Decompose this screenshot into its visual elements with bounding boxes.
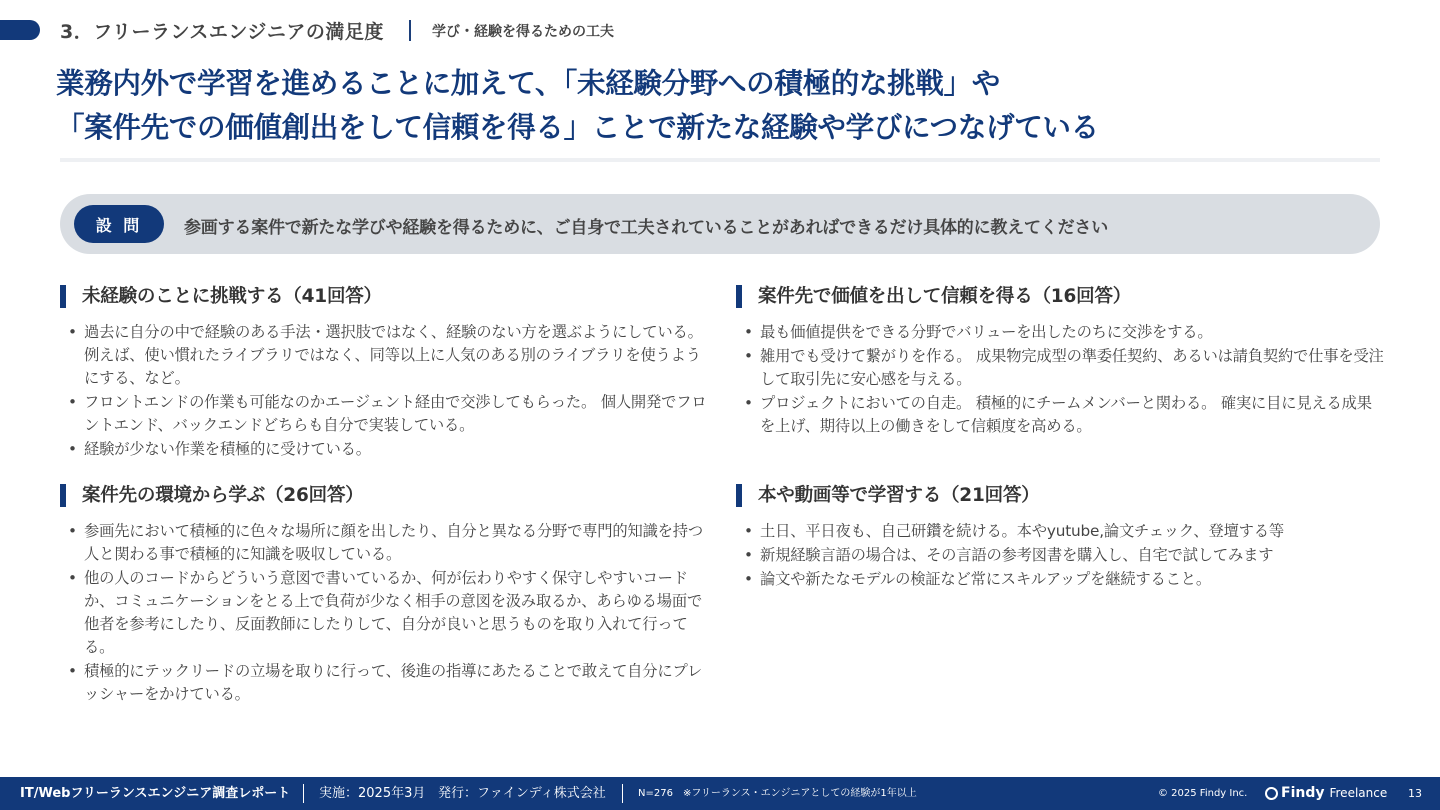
headline-line-2: 「案件先での価値創出をして信頼を得る」ことで新たな経験や学びにつなげている [56,111,1099,144]
list-item [64,438,708,461]
bullet-icon: • [744,570,753,588]
heading-accent-bar [60,285,66,308]
list-item-text: 新規経験言語の場合は、その言語の参考図書を購入し、自宅で試してみます [760,546,1274,564]
list-item-text: 過去に自分の中で経験のある手法・選択肢ではなく、経験のない方を選ぶようにしている。 例えば、使い慣れたライブラリではなく、同等以上に人気のある別のライブラリを使うようにする、など。 [84,323,703,387]
block-title: 案件先の環境から学ぶ（26回答） [82,485,364,506]
section-subtitle: 学び・経験を得るための工夫 [432,24,614,40]
list-item [740,392,1384,438]
answer-block-study [736,484,1384,592]
bullet-icon: • [744,546,753,564]
list-item-text: 他の人のコードからどういう意図で書いているか、何が伝わりやすく保守しやすいコードか、コミュニケーションをとる上で負荷が少なく相手の意図を汲み取るか、あらゆる場面で他者を参考にしたり、反面教師にしたりして、自分が良いと思うものを取り入れて行ってる。 [84,569,703,656]
answer-list [736,520,1384,591]
logo-subtext: Freelance [1329,786,1388,800]
answer-block-untried [60,285,708,462]
bullet-icon: • [68,522,77,540]
list-item [64,520,708,566]
question-text: 参画する案件で新たな学びや経験を得るために、ご自身で工夫されていることがあればできるだけ具体的に教えてください [184,218,1108,238]
bullet-icon: • [744,323,753,341]
headline-line-1: 業務内外で学習を進めることに加えて、「未経験分野への積極的な挑戦」や [56,67,1000,100]
bullet-icon: • [744,522,753,540]
list-item-text: 参画先において積極的に色々な場所に顔を出したり、自分と異なる分野で専門的知識を持つ人と関わる事で積極的に知識を吸収している。 [84,522,703,563]
publisher: 発行：ファインディ株式会社 [438,786,606,801]
logo-text: Findy [1281,785,1325,801]
answer-list [736,321,1384,438]
list-item [64,391,708,437]
sample-note: N=276 ※フリーランス・エンジニアとしての経験が1年以上 [638,788,917,799]
answer-list [60,321,708,461]
block-title: 案件先で価値を出して信頼を得る（16回答） [758,286,1132,307]
headline-rule [60,158,1380,162]
answer-block-trust [736,285,1384,439]
page-footer [0,777,1440,810]
list-item-text: 経験が少ない作業を積極的に受けている。 [84,440,371,458]
list-item-text: 雑用でも受けて繋がりを作る。 成果物完成型の準委任契約、あるいは請負契約で仕事を受注して取引先に安心感を与える。 [760,347,1384,388]
list-item [740,544,1384,567]
footer-divider [622,784,623,803]
report-title: IT/Webフリーランスエンジニア調査レポート [20,786,291,801]
list-item-text: 論文や新たなモデルの検証など常にスキルアップを継続すること。 [760,570,1211,588]
section-title: 3．フリーランスエンジニアの満足度 [60,21,384,43]
bullet-icon: • [744,347,753,365]
bullet-icon: • [68,569,77,587]
block-heading [736,484,1384,508]
list-item [64,660,708,706]
list-item-text: フロントエンドの作業も可能なのかエージェント経由で交渉してもらった。 個人開発でフロントエンド、バックエンドどちらも自分で実装している。 [84,393,707,434]
page-number: 13 [1408,787,1422,800]
heading-accent-bar [736,484,742,507]
list-item [64,567,708,659]
list-item [740,568,1384,591]
list-item-text: 積極的にテックリードの立場を取りに行って、後進の指導にあたることで敢えて自分にプレッシャーをかけている。 [84,662,703,703]
question-bar [60,194,1380,254]
block-heading [60,484,708,508]
list-item-text: 土日、平日夜も、自己研鑽を続ける。本やyutube,論文チェック、登壇する等 [760,522,1284,540]
answer-list [60,520,708,706]
bullet-icon: • [68,393,77,411]
block-title: 未経験のことに挑戦する（41回答） [82,286,382,307]
block-heading [60,285,708,309]
footer-divider [303,784,304,803]
copyright: © 2025 Findy Inc. [1158,788,1248,799]
block-title: 本や動画等で学習する（21回答） [758,485,1040,506]
question-tag: 設 問 [74,205,164,243]
heading-accent-bar [736,285,742,308]
list-item [64,321,708,390]
findy-logo [1265,777,1387,810]
bullet-icon: • [68,662,77,680]
findy-logo-icon [1265,787,1278,800]
list-item-text: 最も価値提供をできる分野でバリューを出したのちに交渉をする。 [760,323,1213,341]
list-item [740,345,1384,391]
list-item-text: プロジェクトにおいての自走。 積極的にチームメンバーと関わる。 確実に目に見える成果を上げ、期待以上の働きをして信頼度を高める。 [760,394,1372,435]
survey-date: 実施：2025年3月 [319,786,426,801]
list-item [740,321,1384,344]
header-divider [409,20,411,41]
answer-block-environment [60,484,708,707]
block-heading [736,285,1384,309]
page-headline [56,62,1396,150]
bullet-icon: • [68,440,77,458]
list-item [740,520,1384,543]
heading-accent-bar [60,484,66,507]
bullet-icon: • [744,394,753,412]
bullet-icon: • [68,323,77,341]
section-tab-marker [0,20,40,40]
